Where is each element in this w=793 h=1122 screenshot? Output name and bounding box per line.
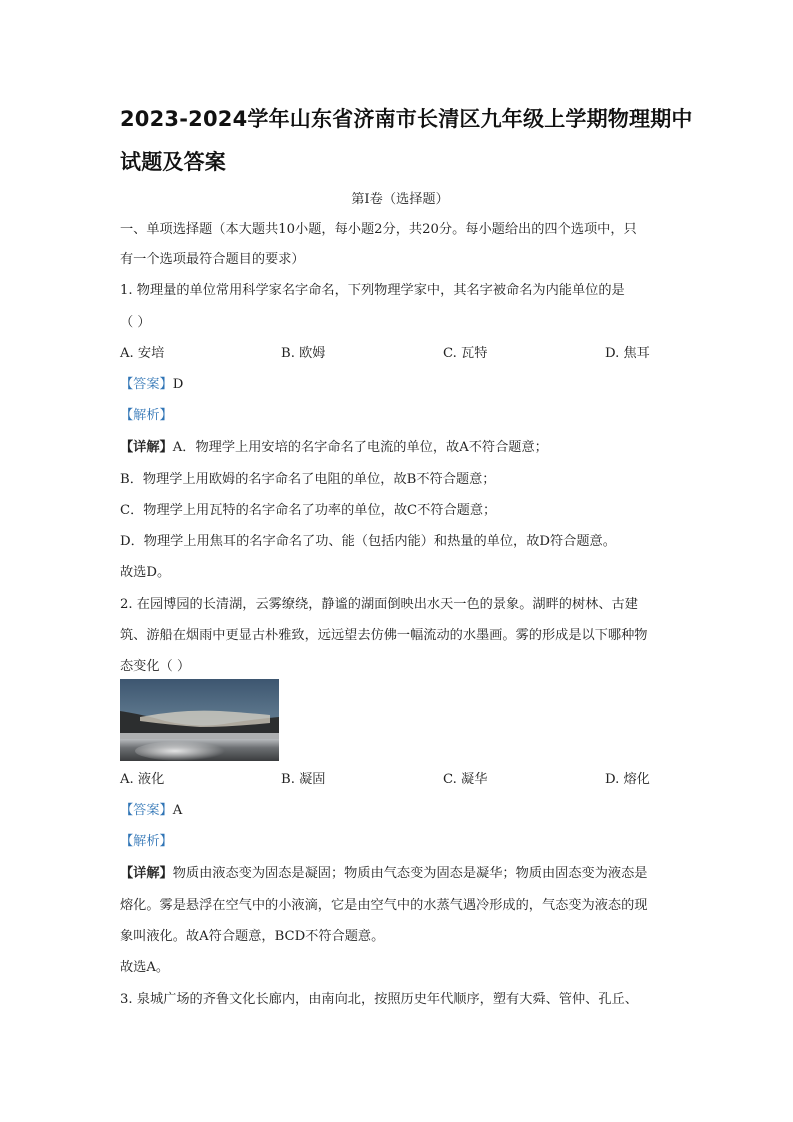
- detail-label: 【详解】: [120, 866, 173, 881]
- q2-analysis-label: 【解析】: [120, 834, 173, 849]
- document-title-line1: 2023-2024学年山东省济南市长清区九年级上学期物理期中: [120, 107, 693, 131]
- section-instructions-line1: 一、单项选择题（本大题共10小题，每小题2分，共20分。每小题给出的四个选项中，只: [120, 222, 637, 237]
- volume-heading: 第Ⅰ卷（选择题）: [351, 192, 449, 207]
- answer-value: A: [172, 803, 183, 818]
- q3-stem-line1: 3. 泉城广场的齐鲁文化长廊内，由南向北，按照历史年代顺序，塑有大舜、管仲、孔丘、: [120, 992, 638, 1007]
- q1-option-d: D. 焦耳: [605, 346, 650, 361]
- q2-detail-line3: 象叫液化。故A符合题意，BCD不符合题意。: [120, 929, 385, 944]
- misty-lake-photo: [120, 679, 279, 761]
- q2-stem-line2: 筑、游船在烟雨中更显古朴雅致，远远望去仿佛一幅流动的水墨画。雾的形成是以下哪种物: [120, 628, 648, 643]
- q2-option-c: C. 凝华: [443, 772, 488, 787]
- q2-detail-line1: [120, 862, 648, 881]
- answer-label: 【答案】: [120, 377, 173, 392]
- q2-conclusion: 故选A。: [120, 960, 170, 975]
- detail-text: A．物理学上用安培的名字命名了电流的单位，故A不符合题意；: [172, 440, 548, 455]
- q1-option-b: B. 欧姆: [281, 346, 326, 361]
- q2-option-d: D. 熔化: [605, 772, 650, 787]
- q1-answer: [120, 373, 183, 392]
- answer-value: D: [172, 377, 184, 392]
- detail-text: 物质由液态变为固态是凝固；物质由气态变为固态是凝华；物质由固态变为液态是: [172, 866, 648, 881]
- q1-conclusion: 故选D。: [120, 565, 171, 580]
- q2-option-b: B. 凝固: [281, 772, 326, 787]
- q1-detail-line2: B．物理学上用欧姆的名字命名了电阻的单位，故B不符合题意；: [120, 472, 496, 487]
- q1-detail-line3: C．物理学上用瓦特的名字命名了功率的单位，故C不符合题意；: [120, 503, 497, 518]
- document-title-line2: 试题及答案: [120, 150, 226, 174]
- q1-stem-line2: （ ）: [120, 315, 151, 330]
- q1-detail-line4: D．物理学上用焦耳的名字命名了功、能（包括内能）和热量的单位，故D符合题意。: [120, 534, 616, 549]
- detail-label: 【详解】: [120, 440, 173, 455]
- q2-stem-line1: 2. 在园博园的长清湖，云雾缭绕，静谧的湖面倒映出水天一色的景象。湖畔的树林、古建: [120, 597, 638, 612]
- q1-stem-line1: 1. 物理量的单位常用科学家名字命名，下列物理学家中，其名字被命名为内能单位的是: [120, 283, 625, 298]
- q2-answer: [120, 799, 182, 818]
- section-instructions-line2: 有一个选项最符合题目的要求）: [120, 252, 305, 267]
- q2-detail-line2: 熔化。雾是悬浮在空气中的小液滴，它是由空气中的水蒸气遇冷形成的，气态变为液态的现: [120, 898, 648, 913]
- answer-label: 【答案】: [120, 803, 173, 818]
- q1-option-a: A. 安培: [120, 346, 165, 361]
- q2-option-a: A. 液化: [120, 772, 165, 787]
- q1-option-c: C. 瓦特: [443, 346, 488, 361]
- q1-detail-line1: [120, 436, 548, 455]
- q2-stem-line3: 态变化（ ）: [120, 659, 191, 674]
- q1-analysis-label: 【解析】: [120, 408, 173, 423]
